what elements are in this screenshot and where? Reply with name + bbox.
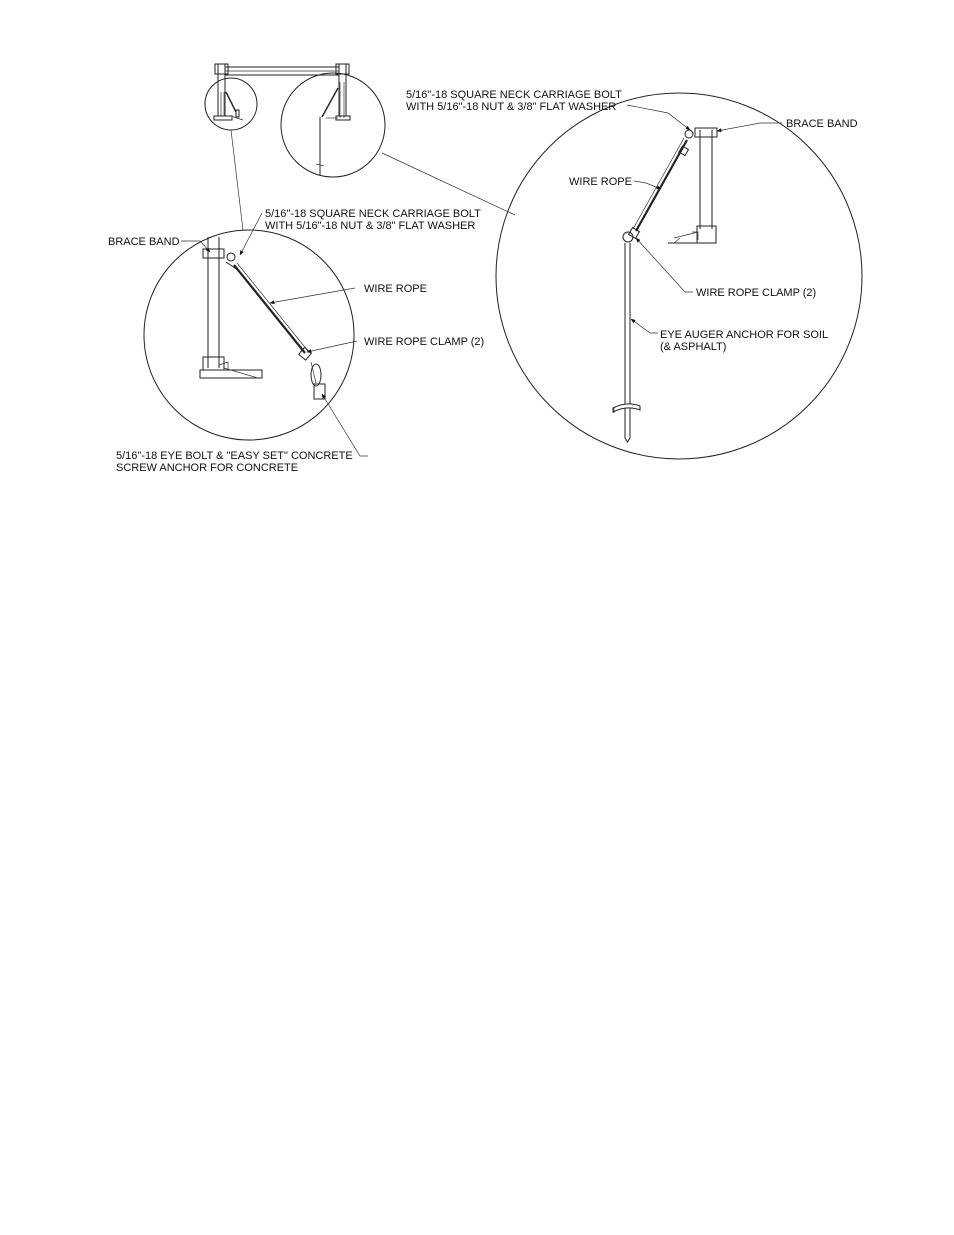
label-eye-auger-line1: EYE AUGER ANCHOR FOR SOIL [660, 329, 829, 341]
label-eye-bolt-line1: 5/16"-18 EYE BOLT & "EASY SET" CONCRETE [116, 450, 353, 462]
detail-soil-anchor [496, 93, 862, 459]
detail-connector-left [231, 130, 243, 230]
detail-connector-right [382, 153, 515, 215]
label-brace-band-left: BRACE BAND [108, 236, 180, 248]
label-wire-rope-left: WIRE ROPE [364, 283, 427, 295]
overview-detail-circle-concrete [205, 78, 257, 130]
label-carriage-bolt-right-line1: 5/16"-18 SQUARE NECK CARRIAGE BOLT [406, 89, 622, 101]
label-carriage-bolt-left-line1: 5/16"-18 SQUARE NECK CARRIAGE BOLT [265, 208, 481, 220]
label-wire-rope-clamp-left: WIRE ROPE CLAMP (2) [364, 336, 485, 348]
overview-detail-circle-soil [281, 73, 385, 177]
label-brace-band-right: BRACE BAND [786, 118, 858, 130]
label-wire-rope-right: WIRE ROPE [569, 176, 632, 188]
label-eye-auger-line2: (& ASPHALT) [660, 341, 727, 353]
label-carriage-bolt-left-line2: WITH 5/16"-18 NUT & 3/8" FLAT WASHER [265, 220, 476, 232]
overview-frame [215, 64, 349, 116]
label-eye-bolt-line2: SCREW ANCHOR FOR CONCRETE [116, 462, 299, 474]
label-wire-rope-clamp-right: WIRE ROPE CLAMP (2) [696, 287, 817, 299]
detail-concrete-anchor [144, 230, 354, 440]
label-carriage-bolt-right-line2: WITH 5/16"-18 NUT & 3/8" FLAT WASHER [406, 101, 617, 113]
